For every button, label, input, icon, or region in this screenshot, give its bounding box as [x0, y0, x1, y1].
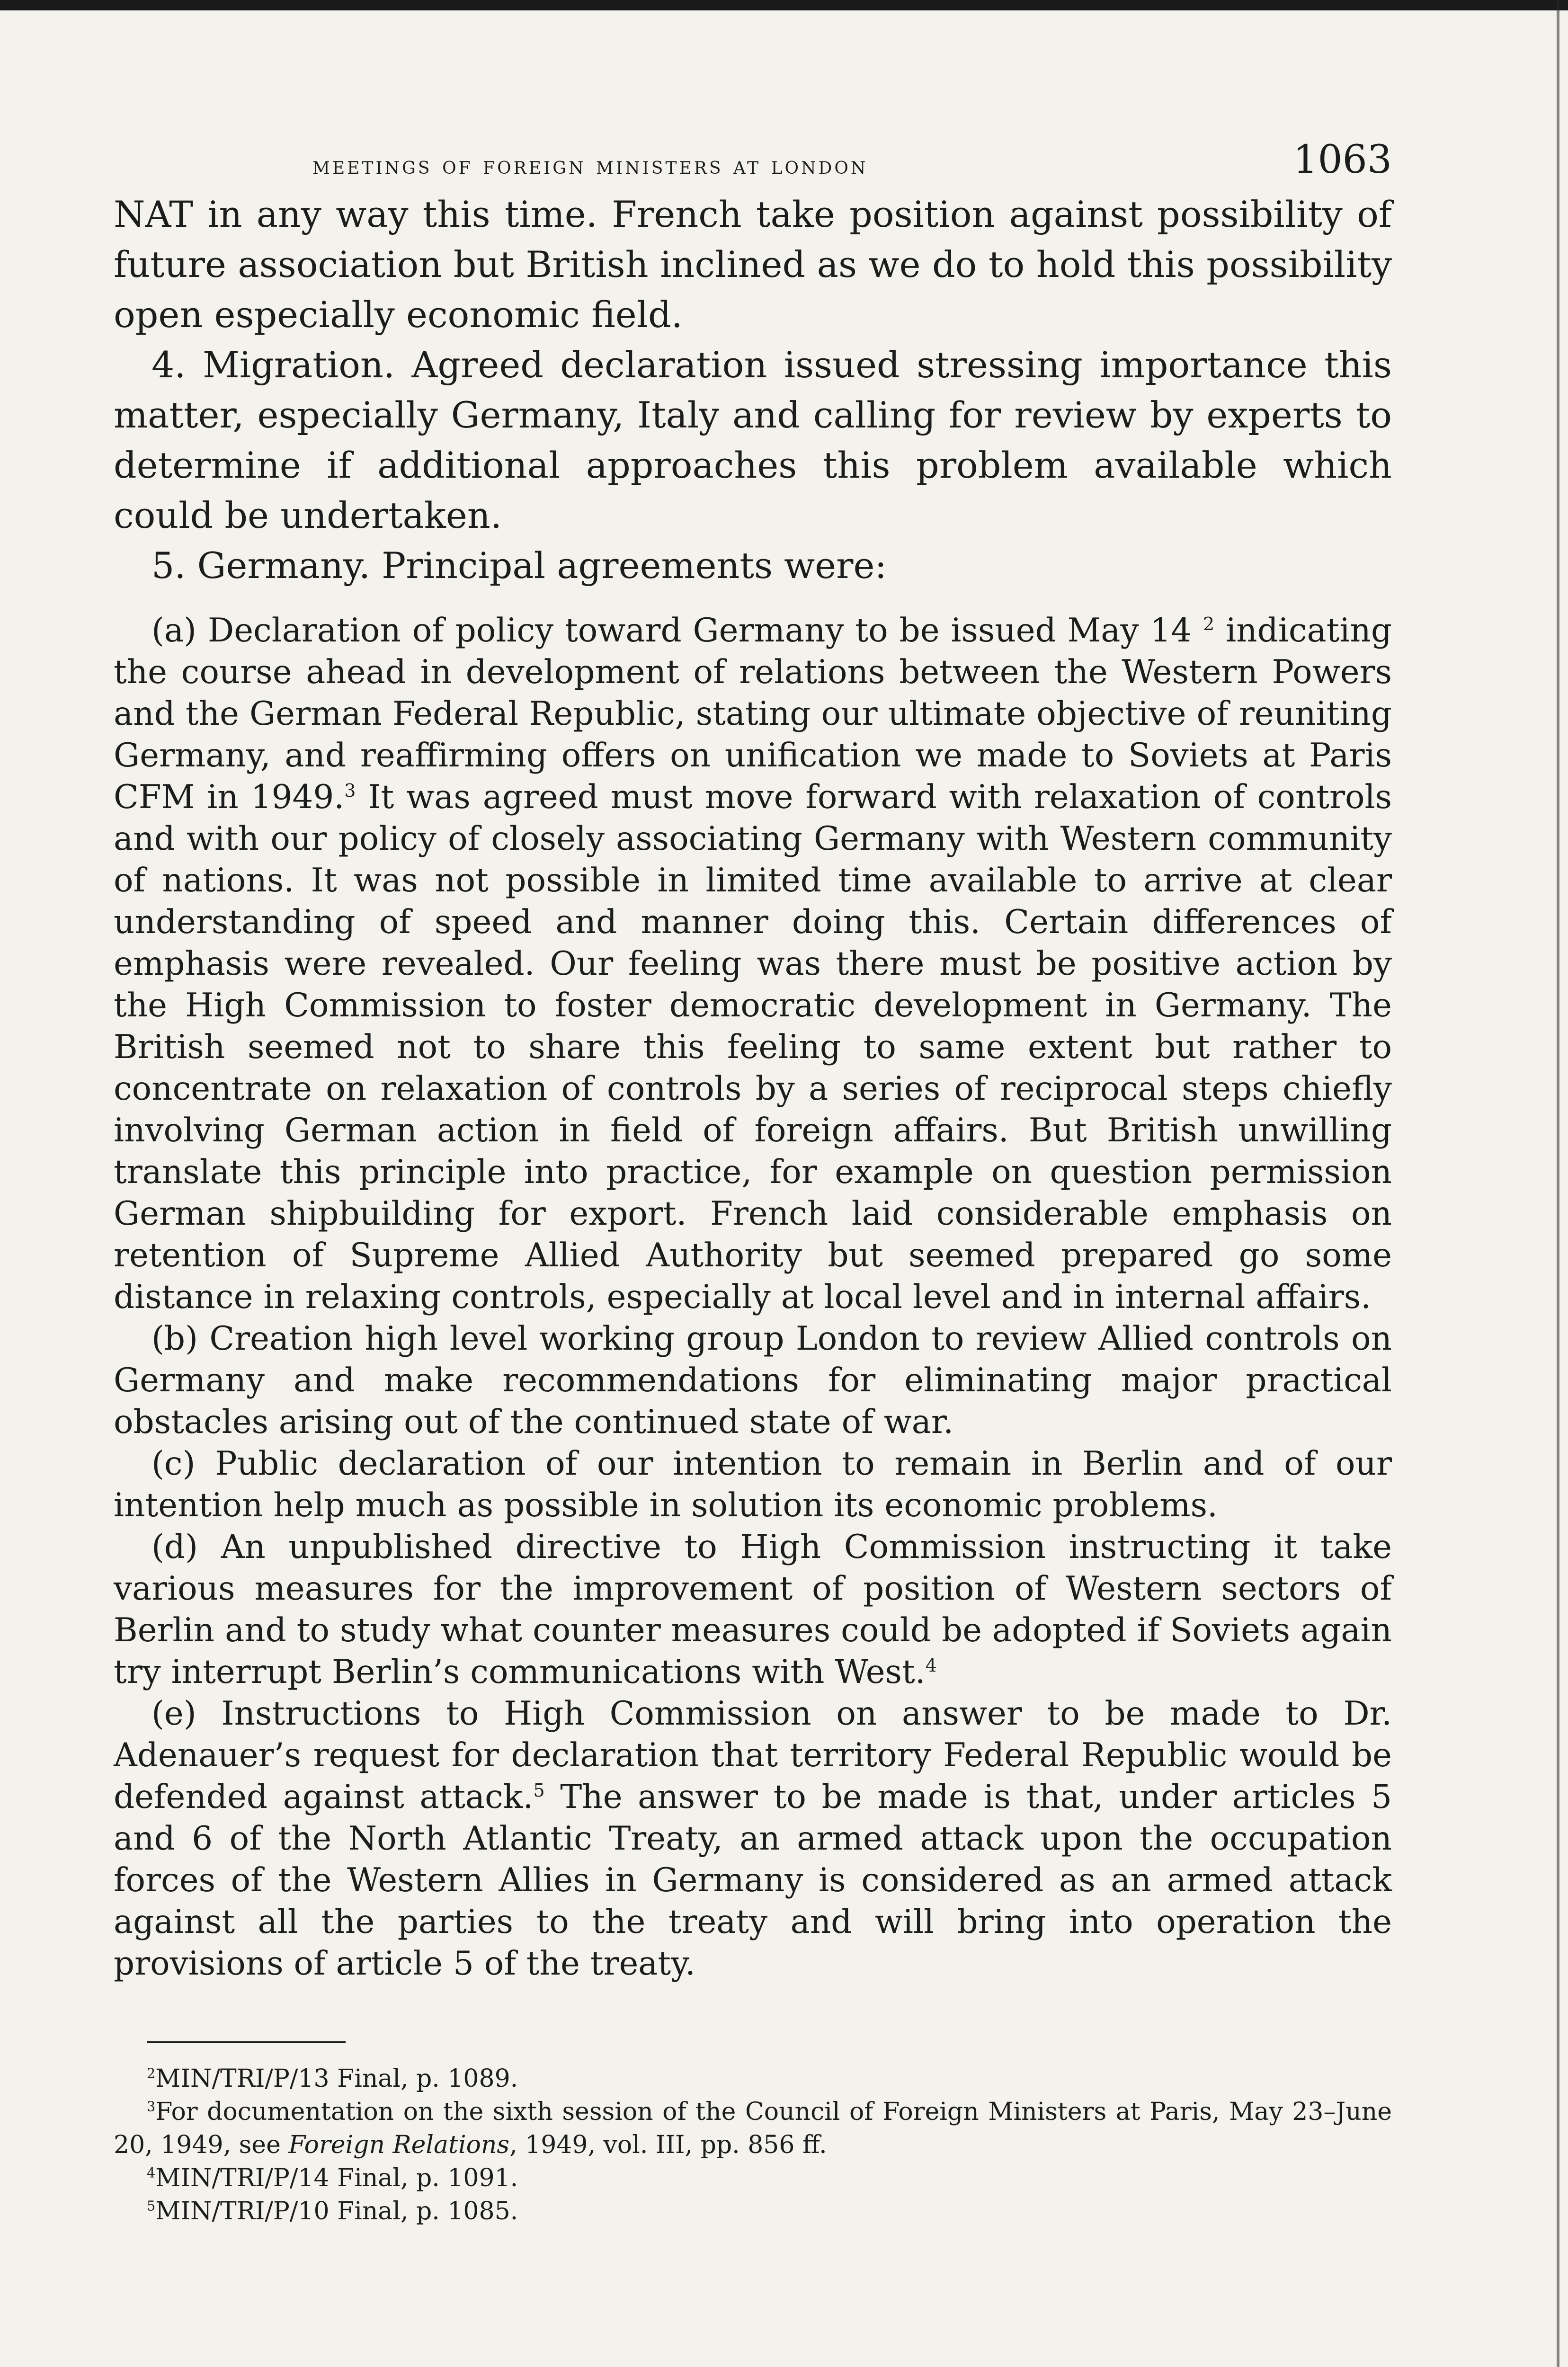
footnote-ref[interactable]: 5: [533, 1780, 545, 1801]
document-page: [114, 133, 1392, 2228]
agreement-item-d: [114, 1526, 1392, 1693]
footnote-number: 5: [147, 2198, 156, 2214]
page-number: 1063: [1293, 137, 1392, 182]
footnote-text: MIN/TRI/P/13 Final, p. 1089.: [155, 2064, 518, 2093]
running-head: meetings of foreign ministers at london: [312, 151, 868, 180]
footnote-number: 2: [147, 2065, 156, 2082]
item-label: (e): [151, 1695, 196, 1733]
footnote-divider: [147, 2041, 346, 2043]
item-text: The answer to be made is that, under articles 5 and 6 of the North Atlantic Treaty, an armed attack upon the occupation forces of the Western Allies in Germany is considered as an armed attack against all the parties to the treaty and will bring into operation the provisions of article 5 of the treaty.: [114, 1778, 1392, 1983]
footnote-text: MIN/TRI/P/14 Final, p. 1091.: [155, 2164, 518, 2192]
agreement-item-c: [114, 1443, 1392, 1526]
footnote-text: For documentation on the sixth session of the Council of Foreign Ministers at Paris, May 23–June 20, 1949, see: [114, 2098, 1392, 2159]
item-text: Declaration of policy toward Germany to be issued May 14: [207, 612, 1192, 650]
footnote-text: , 1949, vol. III, pp. 856 ff.: [509, 2131, 827, 2159]
footnote-number: 3: [147, 2098, 156, 2115]
page-header: [114, 133, 1392, 189]
item-text: An unpublished directive to High Commission instructing it take various measures for the improvement of position of Western sectors of Berlin and to study what counter measures could be adopted if Soviets again try interrupt Berlin’s communications with West.: [114, 1528, 1392, 1691]
footnote-title: Foreign Relations: [288, 2131, 510, 2159]
item-text: It was agreed must move forward with relaxation of controls and with our policy of closely associating Germany with Western community of nations. It was not possible in limited time available to arrive at clear understanding of speed and manner doing this. Certain differences of emphasis were revealed. Our feeling was there must be positive action by the High Commission to foster democratic development in Germany. The British seemed not to share this feeling to same extent but rather to concentrate on relaxation of controls by a series of reciprocal steps chiefly involving German action in field of foreign affairs. But British unwilling translate this principle into practice, for example on question permission German shipbuilding for export. French laid considerable emphasis on retention of Supreme Allied Authority but seemed prepared go some distance in relaxing controls, especially at local level and in internal affairs.: [114, 778, 1392, 1316]
agreement-item-e: [114, 1693, 1392, 1984]
item-label: (c): [151, 1445, 196, 1483]
body-text: [114, 189, 1392, 591]
item-text: Creation high level working group London to review Allied controls on Germany and make recommendations for eliminating major practical obstacles arising out of the continued state of war.: [114, 1320, 1392, 1441]
item-label: (d): [151, 1528, 198, 1566]
footnote-5: [114, 2195, 1392, 2228]
footnote-ref[interactable]: 3: [344, 780, 356, 801]
footnote-4: [114, 2162, 1392, 2195]
paragraph-continued: NAT in any way this time. French take position against possibility of future association but British inclined as we do to hold this possibility open especially economic field.: [114, 193, 1392, 336]
top-border: [0, 0, 1568, 10]
footnote-2: [114, 2062, 1392, 2095]
footnote-ref[interactable]: 2: [1203, 614, 1215, 634]
footnote-3: [114, 2095, 1392, 2162]
agreement-item-a: [114, 610, 1392, 1318]
agreement-list: [114, 610, 1392, 1984]
footnote-ref[interactable]: 4: [925, 1655, 937, 1676]
item-text: Public declaration of our intention to remain in Berlin and of our intention help much as possible in solution its economic problems.: [114, 1445, 1392, 1524]
footnote-number: 4: [147, 2164, 156, 2181]
item-label: (b): [151, 1320, 198, 1358]
item-label: (a): [151, 612, 196, 650]
agreement-item-b: [114, 1318, 1392, 1443]
footnote-text: MIN/TRI/P/10 Final, p. 1085.: [155, 2197, 518, 2225]
item-text: indicating the course ahead in development of relations between the Western Powers and the German Federal Republic, stating our ultimate objective of reuniting Germany, and reaffirming offers on unification we made to Soviets at Paris CFM in 1949.: [114, 612, 1392, 816]
footnotes: [114, 2062, 1392, 2228]
paragraph-germany: 5. Germany. Principal agreements were:: [151, 544, 887, 587]
paragraph-migration: 4. Migration. Agreed declaration issued stressing importance this matter, especially Germany, Italy and calling for review by experts to determine if additional approaches this problem available which could be undertaken.: [114, 344, 1392, 536]
item-text: Instructions to High Commission on answer to be made to Dr. Adenauer’s request for declaration that territory Federal Republic would be defended against attack.: [114, 1695, 1392, 1816]
right-edge-shadow: [1557, 0, 1559, 2367]
